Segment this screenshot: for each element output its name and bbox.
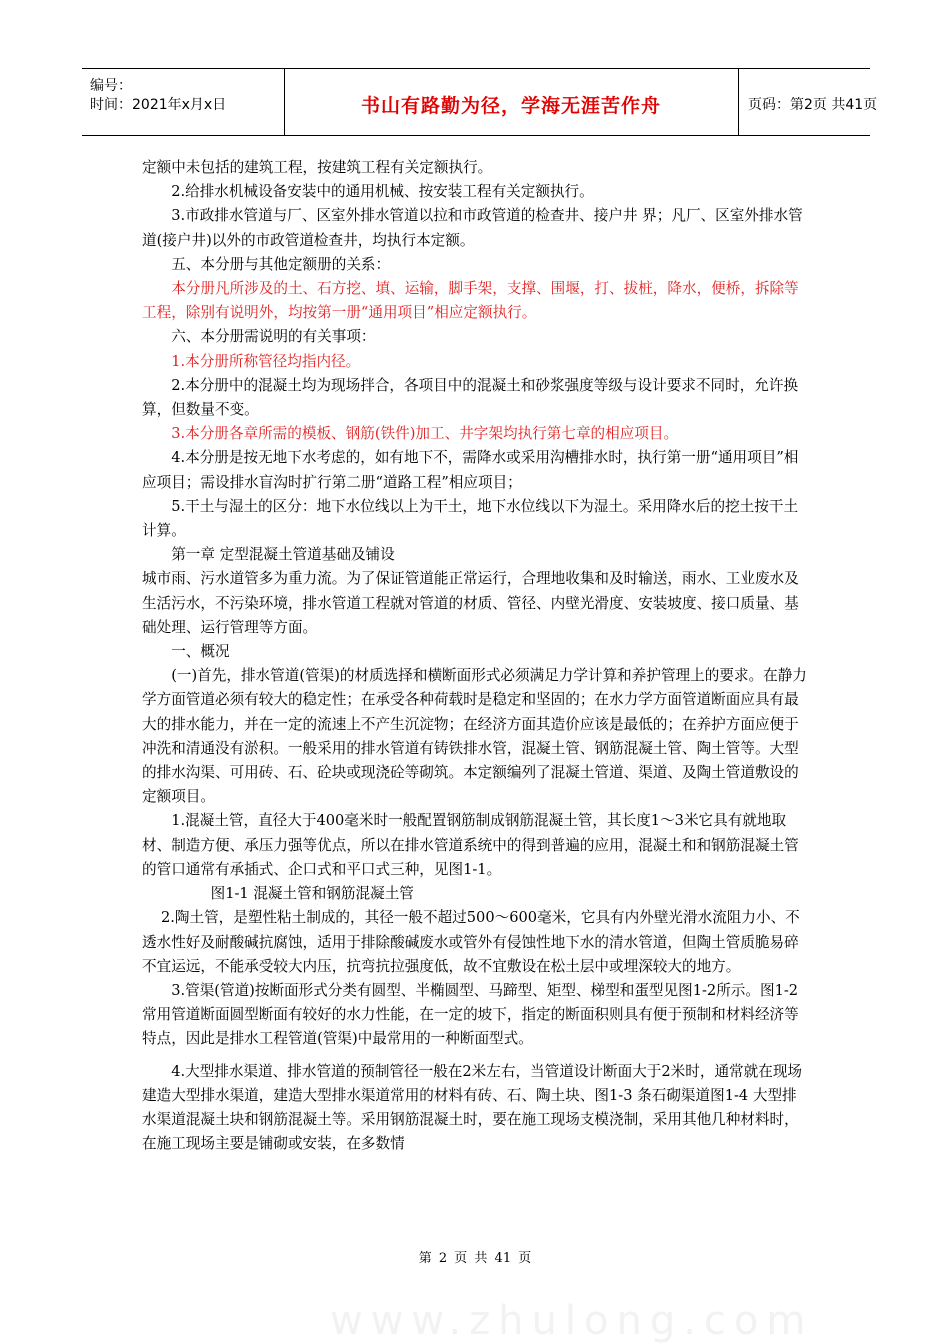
page-footer: 第 2 页 共 41 页 (418, 1251, 532, 1266)
paragraph: 2.给排水机械设备安装中的通用机械、按安装工程有关定额执行。 (171, 183, 594, 201)
document-body (142, 156, 810, 1156)
paragraph: (一)首先，排水管道(管渠)的材质选择和横断面形式必须满足力学计算和养护管理上的要求。在静力学方面管道必须有较大的稳定性；在承受各种荷载时是稳定和坚固的；在水力学方面管道断面应具有最大的排水能力，并在一定的流速上不产生沉淀物；在经济方面其造价应该是最低的；在养护方面应便于冲洗和清通没有淤积。一般采用的排水管道有铸铁排水管，混凝土管、钢筋混凝土管、陶土管等。大型的排水沟渠、可用砖、石、砼块或现浇砼等砌筑。本定额编列了混凝土管道、渠道、及陶土管道敷设的定额项目。 (142, 667, 807, 806)
paragraph: 4.本分册是按无地下水考虑的，如有地下不，需降水或采用沟槽排水时，执行第一册“通用项目”相应项目；需设排水盲沟时扩行第二册“道路工程”相应项目； (142, 449, 799, 491)
paragraph-spacer (142, 1052, 810, 1060)
motto: 书山有路勤为径，学海无涯苦作舟 (360, 95, 661, 117)
paragraph: 城市雨、污水道管多为重力流。为了保证管道能正常运行，合理地收集和及时输送，雨水、工业废水及生活污水，不污染环境，排水管道工程就对管道的材质、管径、内壁光滑度、安装坡度、接口质量、基础处理、运行管理等方面。 (142, 570, 799, 636)
paragraph: 图1-1 混凝土管和钢筋混凝土管 (210, 885, 414, 903)
paragraph: 1.本分册所称管径均指内径。 (171, 352, 361, 370)
number-label: 编号： (90, 78, 132, 94)
paragraph: 3.本分册各章所需的模板、钢筋(铁件)加工、井字架均执行第七章的相应项目。 (171, 425, 679, 443)
page-header (82, 68, 878, 136)
paragraph: 一、概况 (171, 643, 230, 661)
page-label: 页码：第2页 共41页 (748, 97, 878, 113)
paragraph: 2.本分册中的混凝土均为现场拌合，各项目中的混凝土和砂浆强度等级与设计要求不同时，允许换算，但数量不变。 (142, 376, 799, 419)
paragraph: 3.市政排水管道与厂、区室外排水管道以拉和市政管道的检查井、接户井 界；凡厂、区室外排水管道(接户井)以外的市政管道检查井，均执行本定额。 (142, 207, 803, 249)
paragraph: 本分册凡所涉及的土、石方挖、填、运输，脚手架，支撑、围堰，打、拔桩，降水，便桥，拆除等工程，除别有说明外，均按第一册“通用项目”相应定额执行。 (142, 280, 799, 322)
paragraph: 六、本分册需说明的有关事项： (171, 328, 376, 346)
paragraph: 5.干土与湿土的区分：地下水位线以上为干土，地下水位线以下为湿土。采用降水后的挖土按干土计算。 (142, 497, 799, 540)
date-label: 时间：2021年x月x日 (90, 97, 227, 113)
watermark: www.zhulong.com (330, 1298, 814, 1344)
paragraph: 4.大型排水渠道、排水管道的预制管径一般在2米左右，当管道设计断面大于2米时，通常就在现场建造大型排水渠道，建造大型排水渠道常用的材料有砖、石、陶土块、图1-3 条石砌渠道图1-4 大型排水渠道混凝土块和钢筋混凝土等。采用钢筋混凝土时，要在施工现场支模浇制，采用其他几种材料时，在施工现场主要是铺砌或安装，在多数情 (142, 1062, 803, 1153)
header-meta-cell (82, 69, 285, 135)
paragraph: 2.陶土管，是塑性粘土制成的，其径一般不超过500～600毫米，它具有内外壁光滑水流阻力小、不透水性好及耐酸碱抗腐蚀，适用于排除酸碱废水或管外有侵蚀性地下水的清水管道，但陶土管质脆易碎不宜运远，不能承受较大内压，抗弯抗拉强度低，故不宜敷设在松土层中或埋深较大的地方。 (142, 909, 800, 975)
paragraph: 定额中未包括的建筑工程，按建筑工程有关定额执行。 (142, 159, 493, 176)
paragraph: 五、本分册与其他定额册的关系： (171, 255, 391, 273)
paragraph: 1.混凝土管，直径大于400毫米时一般配置钢筋制成钢筋混凝土管，其长度1～3米它具有就地取材、制造方便、承压力强等优点，所以在排水管道系统中的得到普遍的应用，混凝土和和钢筋混凝土管的管口通常有承插式、企口式和平口式三种，见图1-1。 (142, 812, 799, 878)
header-motto-cell (284, 69, 739, 135)
header-page-cell (738, 69, 878, 135)
paragraph: 第一章 定型混凝土管道基础及铺设 (171, 546, 395, 564)
paragraph: 3.管渠(管道)按断面形式分类有圆型、半椭圆型、马蹄型、矩型、梯型和蛋型见图1-2所示。图1-2 常用管道断面圆型断面有较好的水力性能，在一定的坡下，指定的断面积则具有便于预制和材料经济等特点，因此是排水工程管道(管渠)中最常用的一种断面型式。 (142, 981, 799, 1048)
